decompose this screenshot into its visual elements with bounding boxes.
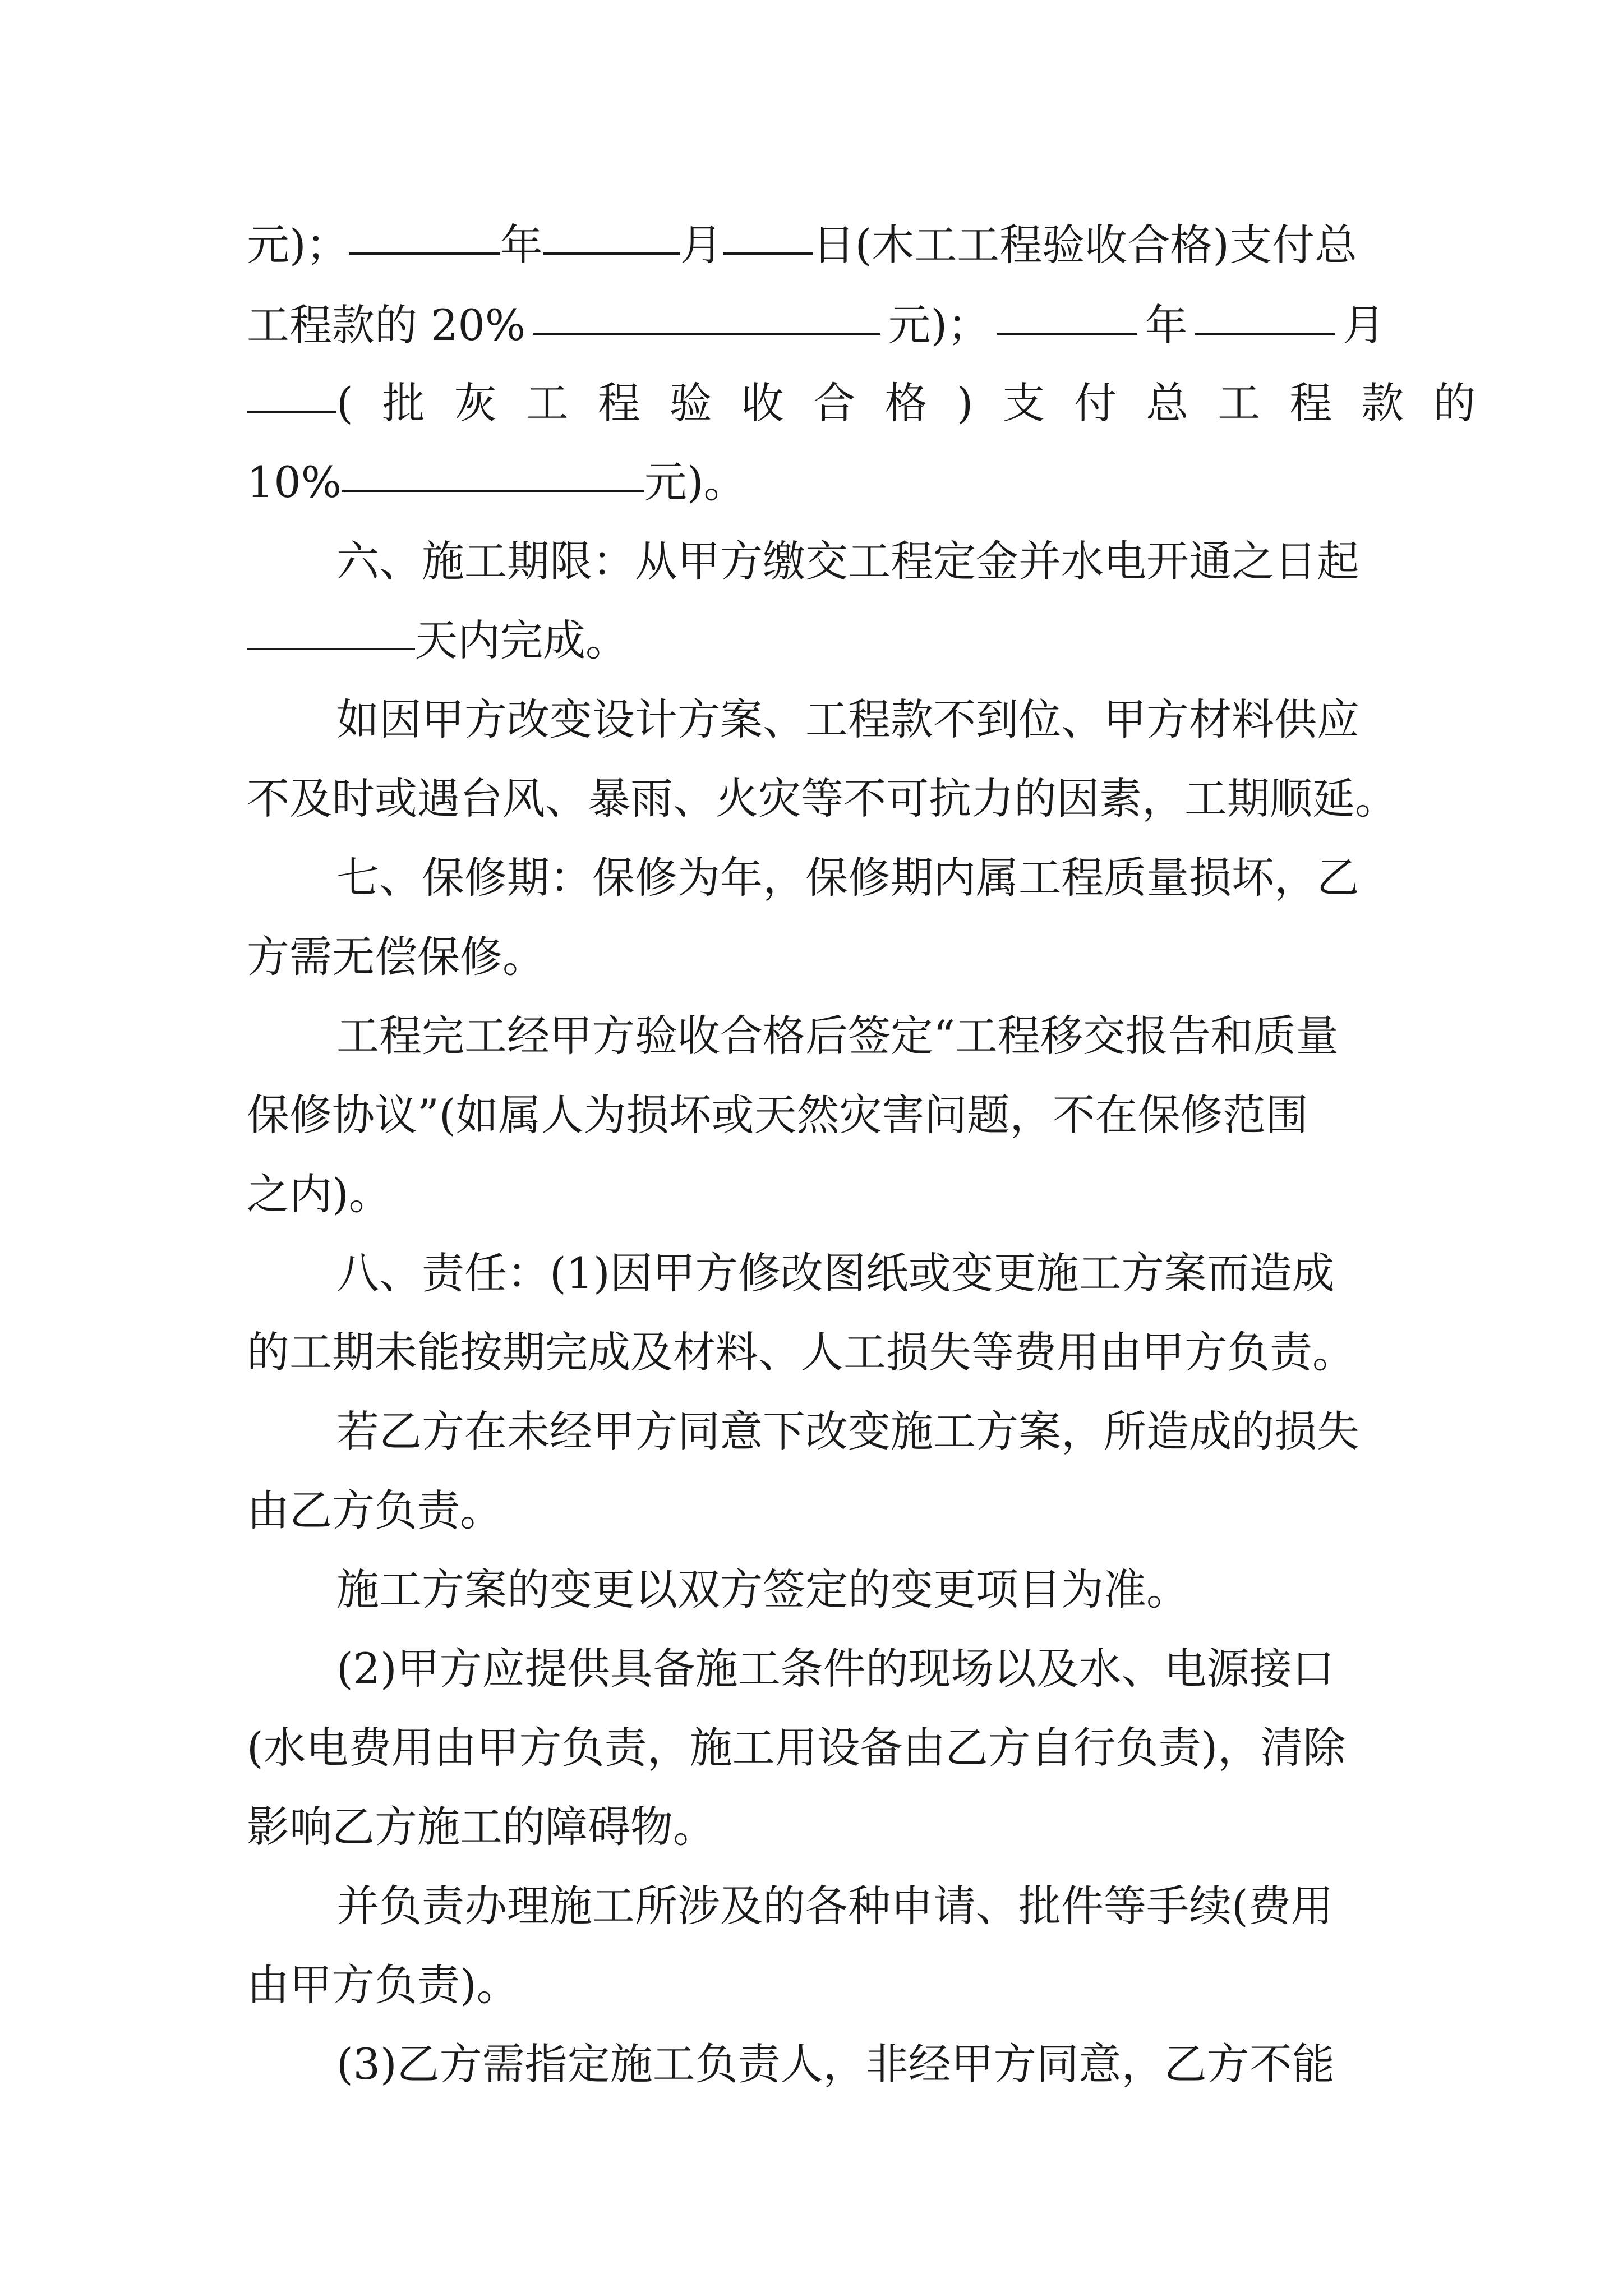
paragraph-line: [247, 915, 1385, 999]
payment-terms-line-1: [247, 203, 1385, 287]
paragraph-text: 并负责办理施工所涉及的各种申请、批件等手续(费用: [336, 1881, 1334, 1931]
text-fragment: 元)；: [888, 300, 990, 350]
text-fragment: 元)。: [644, 457, 746, 507]
paragraph-line: [247, 1943, 1385, 2027]
paragraph-text: 施工方案的变更以双方签定的变更项目为准。: [336, 1565, 1189, 1614]
text-fragment: 天内完成。: [415, 615, 628, 665]
section-8-responsibility: [336, 1231, 1385, 1315]
paragraph-text: 方需无偿保修。: [247, 932, 545, 982]
paragraph-line: [247, 1310, 1385, 1395]
blank-field: [342, 440, 644, 492]
blank-field: [247, 361, 336, 413]
section-7-warranty: [336, 836, 1385, 920]
paragraph-text: 由乙方负责。: [247, 1485, 502, 1535]
text-fragment: 日(木工工程验收合格)支付总: [812, 220, 1357, 270]
paragraph-line: [336, 2022, 1385, 2106]
payment-terms-line-4: [247, 440, 1385, 524]
paragraph-text: 六、施工期限：从甲方缴交工程定金并水电开通之日起: [336, 536, 1359, 586]
blank-field: [1195, 283, 1335, 335]
paragraph-text: 由甲方负责)。: [247, 1960, 519, 2010]
paragraph-line: [247, 1785, 1385, 1869]
paragraph-text: 八、责任：(1)因甲方修改图纸或变更施工方案而造成: [336, 1248, 1335, 1298]
paragraph-text: 之内)。: [247, 1169, 391, 1219]
text-fragment: 工程款的 20%: [247, 300, 526, 350]
paragraph-line: [336, 1627, 1385, 1711]
paragraph-text: (2)甲方应提供具备施工条件的现场以及水、电源接口: [336, 1644, 1335, 1694]
paragraph-line: [336, 1864, 1385, 1948]
text-fragment: 年: [1145, 300, 1188, 350]
paragraph-text: 七、保修期：保修为年，保修期内属工程质量损坏，乙: [336, 853, 1359, 903]
blank-field: [533, 283, 880, 335]
paragraph-line: [247, 1469, 1385, 1553]
text-fragment: (批灰工程验收合格)支付总工程款的: [336, 378, 1505, 428]
paragraph-line: [336, 1389, 1385, 1474]
payment-terms-line-2: [247, 283, 1385, 367]
paragraph-line: [247, 757, 1398, 841]
blank-field: [543, 203, 680, 255]
section-6-construction-period: [336, 519, 1385, 604]
paragraph-line: [336, 678, 1385, 762]
payment-terms-line-3: [247, 361, 1505, 445]
paragraph-text: 不及时或遇台风、暴雨、火灾等不可抗力的因素，工期顺延。: [247, 774, 1398, 823]
blank-field: [723, 203, 813, 255]
blank-field: [349, 203, 500, 255]
paragraph-text: 如因甲方改变设计方案、工程款不到位、甲方材料供应: [336, 694, 1359, 744]
paragraph-text: 保修协议”(如属人为损坏或天然灾害问题，不在保修范围: [247, 1090, 1308, 1140]
paragraph-text: 的工期未能按期完成及材料、人工损失等费用由甲方负责。: [247, 1327, 1355, 1377]
paragraph-line: [336, 1548, 1385, 1632]
paragraph-text: (3)乙方需指定施工负责人，非经甲方同意，乙方不能: [336, 2039, 1335, 2089]
text-fragment: 年: [500, 220, 543, 270]
text-fragment: 10%: [247, 457, 342, 507]
paragraph-line: [247, 1706, 1385, 1790]
paragraph-text: (水电费用由甲方负责，施工用设备由乙方自行负责)，清除: [247, 1723, 1346, 1773]
paragraph-line: [336, 994, 1385, 1078]
text-fragment: 月: [1342, 300, 1385, 350]
paragraph-text: 影响乙方施工的障碍物。: [247, 1802, 716, 1852]
paragraph-text: 工程完工经甲方验收合格后签定“工程移交报告和质量: [336, 1011, 1339, 1061]
text-fragment: 元)；: [247, 220, 349, 270]
paragraph-text: 若乙方在未经甲方同意下改变施工方案，所造成的损失: [336, 1406, 1359, 1456]
blank-field: [997, 283, 1137, 335]
paragraph-line: [247, 1152, 1385, 1236]
paragraph-line: [247, 1073, 1385, 1157]
blank-field: [247, 599, 415, 650]
completion-days-line: [247, 599, 1385, 683]
text-fragment: 月: [680, 220, 723, 270]
